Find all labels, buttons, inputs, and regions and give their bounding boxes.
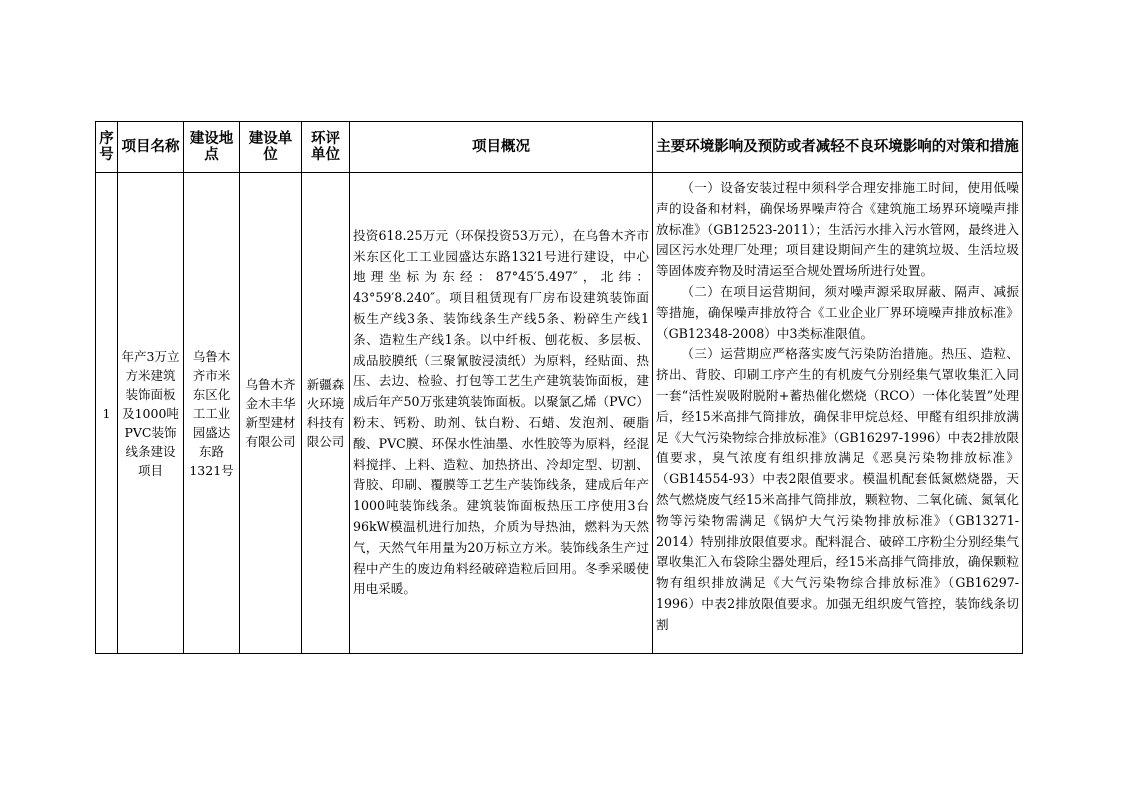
header-builder: 建设单位 <box>240 122 302 173</box>
row-builder: 乌鲁木齐金木丰华新型建材有限公司 <box>240 173 302 654</box>
row-seq: 1 <box>96 173 118 654</box>
header-location: 建设地点 <box>184 122 240 173</box>
header-eia-unit: 环评单位 <box>302 122 350 173</box>
row-name: 年产3万立方米建筑装饰面板及1000吨PVC装饰线条建设项目 <box>118 173 184 654</box>
measure-paragraph-3: （三）运营期应严格落实废气污染防治措施。热压、造粒、挤出、背胶、印刷工序产生的有机废气分别经集气罩收集汇入同一套“活性炭吸附脱附+蓄热催化燃烧（RCO）一体化装置”处理后，经15米高排气筒排放，确保非甲烷总烃、甲醛有组织排放满足《大气污染物综合排放标准》（GB16297-1996）中表2排放限值要求，臭气浓度有组织排放满足《恶臭污染物排放标准》（GB14554-93）中表2限值要求。模温机配套低氮燃烧器，天然气燃烧废气经15米高排气筒排放，颗粒物、二氧化硫、氮氧化物等污染物需满足《锅炉大气污染物排放标准》（GB13271-2014）特别排放限值要求。配料混合、破碎工序粉尘分别经集气罩收集汇入布袋除尘器处理后，经15米高排气筒排放，确保颗粒物有组织排放满足《大气污染物综合排放标准》（GB16297-1996）中表2排放限值要求。加强无组织废气管控，装饰线条切割 <box>656 346 1019 632</box>
header-seq: 序号 <box>96 122 118 173</box>
row-measures <box>653 173 1023 654</box>
row-location: 乌鲁木齐市米东区化工工业园盛达东路1321号 <box>184 173 240 654</box>
header-measures: 主要环境影响及预防或者减轻不良环境影响的对策和措施 <box>653 122 1023 173</box>
header-name: 项目名称 <box>118 122 184 173</box>
header-row <box>96 122 1023 173</box>
row-eia-unit: 新疆森火环境科技有限公司 <box>302 173 350 654</box>
header-overview: 项目概况 <box>350 122 653 173</box>
row-overview: 投资618.25万元（环保投资53万元），在乌鲁木齐市米东区化工工业园盛达东路1321号进行建设，中心地理坐标为东经：87°45′5.497″，北纬：43°59′8.240″。项目租赁现有厂房布设建筑装饰面板生产线3条、装饰线条生产线5条、粉碎生产线1条、造粒生产线1条。以中纤板、刨花板、多层板、成品胶膜纸（三聚氰胺浸渍纸）为原料，经贴面、热压、去边、检验、打包等工艺生产建筑装饰面板，建成后年产50万张建筑装饰面板。以聚氯乙烯（PVC）粉末、钙粉、助剂、钛白粉、石蜡、发泡剂、硬脂酸、PVC膜、环保水性油墨、水性胶等为原料，经混料搅拌、上料、造粒、加热挤出、冷却定型、切割、背胶、印刷、覆膜等工艺生产装饰线条，建成后年产1000吨装饰线条。建筑装饰面板热压工序使用3台96kW模温机进行加热，介质为导热油，燃料为天然气，天然气年用量为20万标立方米。装饰线条生产过程中产生的废边角料经破碎造粒后回用。冬季采暖使用电采暖。 <box>350 173 653 654</box>
table-row <box>96 173 1023 654</box>
measure-paragraph-2: （二）在项目运营期间，须对噪声源采取屏蔽、隔声、减振等措施，确保噪声排放符合《工业企业厂界环境噪声排放标准》（GB12348-2008）中3类标准限值。 <box>656 283 1019 341</box>
projects-table <box>95 121 1023 654</box>
measure-paragraph-1: （一）设备安装过程中须科学合理安排施工时间，使用低噪声的设备和材料，确保场界噪声符合《建筑施工场界环境噪声排放标准》（GB12523-2011）；生活污水排入污水管网，最终进入园区污水处理厂处理；项目建设期间产生的建筑垃圾、生活垃圾等固体废弃物及时清运至合规处置场所进行处置。 <box>656 180 1019 279</box>
